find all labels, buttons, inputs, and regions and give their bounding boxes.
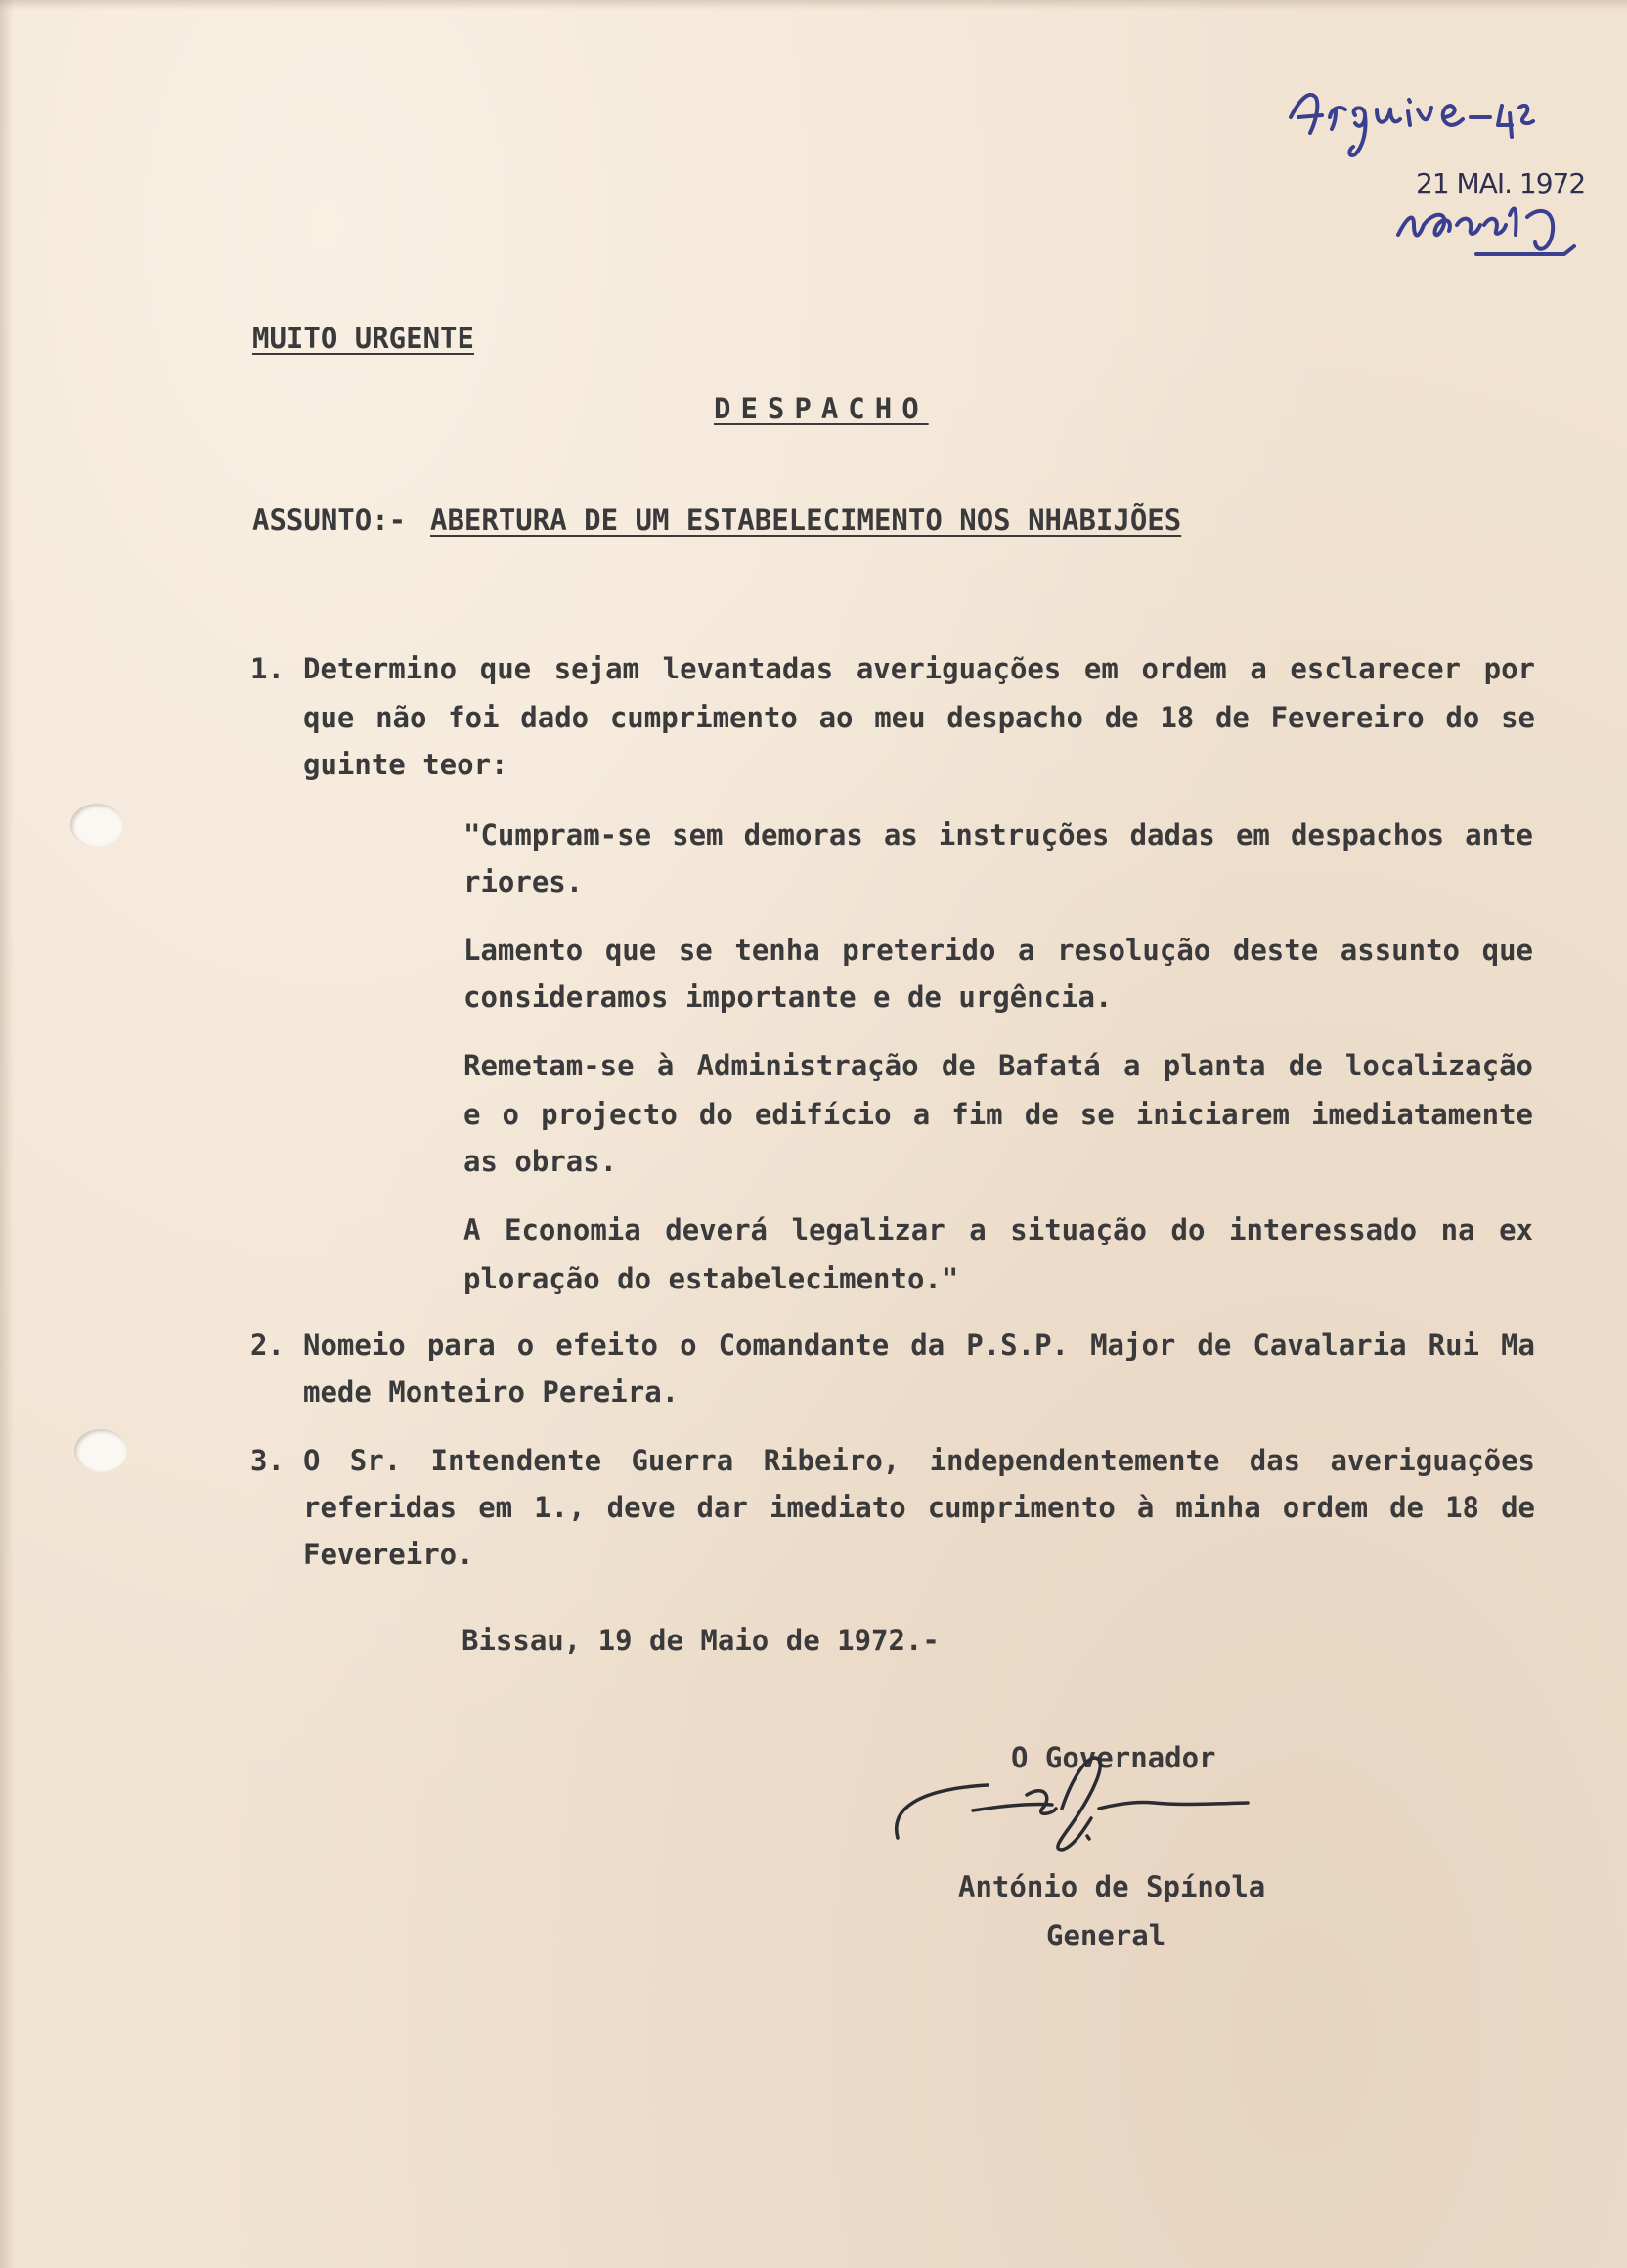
quote-line: Remetam-se à Administração de Bafatá a planta de localização (463, 1049, 1533, 1082)
punch-hole-lower (74, 1429, 127, 1472)
item-line: que não foi dado cumprimento ao meu despacho de 18 de Fevereiro do se (303, 701, 1535, 734)
quote-line: riores. (463, 865, 584, 898)
quote-line: A Economia deverá legalizar a situação do interessado na ex (463, 1213, 1533, 1246)
quote-line: ploração do estabelecimento." (463, 1262, 959, 1295)
item-line: mede Monteiro Pereira. (303, 1375, 680, 1409)
subject-text: ABERTURA DE UM ESTABELECIMENTO NOS NHABIJÕES (430, 503, 1182, 537)
quote-line: e o projecto do edifício a fim de se iniciarem imediatamente (463, 1098, 1533, 1131)
item-number: 1. (250, 652, 285, 685)
item-number: 2. (250, 1329, 285, 1362)
item-line: Nomeio para o efeito o Comandante da P.S.P. Major de Cavalaria Rui Ma (303, 1329, 1535, 1362)
subject-label: ASSUNTO:- (252, 503, 407, 537)
quote-line: "Cumpram-se sem demoras as instruções dadas em despachos ante (463, 818, 1533, 851)
item-line: Fevereiro. (303, 1538, 474, 1571)
page-edge-shadow-left (0, 0, 14, 2268)
item-line: referidas em 1., deve dar imediato cumprimento à minha ordem de 18 de (303, 1491, 1535, 1524)
document-title: DESPACHO (714, 392, 929, 425)
item-number: 3. (250, 1444, 285, 1477)
urgency-label: MUITO URGENTE (252, 322, 474, 355)
item-line: Determino que sejam levantadas averiguações em ordem a esclarecer por (303, 652, 1535, 685)
item-line: guinte teor: (303, 748, 508, 781)
signer-title: O Governador (1011, 1741, 1216, 1774)
punch-hole-upper (70, 804, 123, 847)
quote-line: as obras. (463, 1145, 618, 1178)
received-date-stamp: 21 MAI. 1972 (1416, 167, 1586, 199)
handwritten-signature (880, 1740, 1271, 1867)
signer-rank: General (1046, 1919, 1166, 1952)
place-and-date: Bissau, 19 de Maio de 1972.- (462, 1624, 940, 1657)
quote-line: Lamento que se tenha preterido a resolução deste assunto que (463, 934, 1533, 967)
quote-line: consideramos importante e de urgência. (463, 981, 1113, 1014)
signer-name: António de Spínola (958, 1870, 1266, 1903)
item-line: O Sr. Intendente Guerra Ribeiro, independentemente das averiguações (303, 1444, 1535, 1477)
page-edge-shadow-top (0, 0, 1627, 10)
